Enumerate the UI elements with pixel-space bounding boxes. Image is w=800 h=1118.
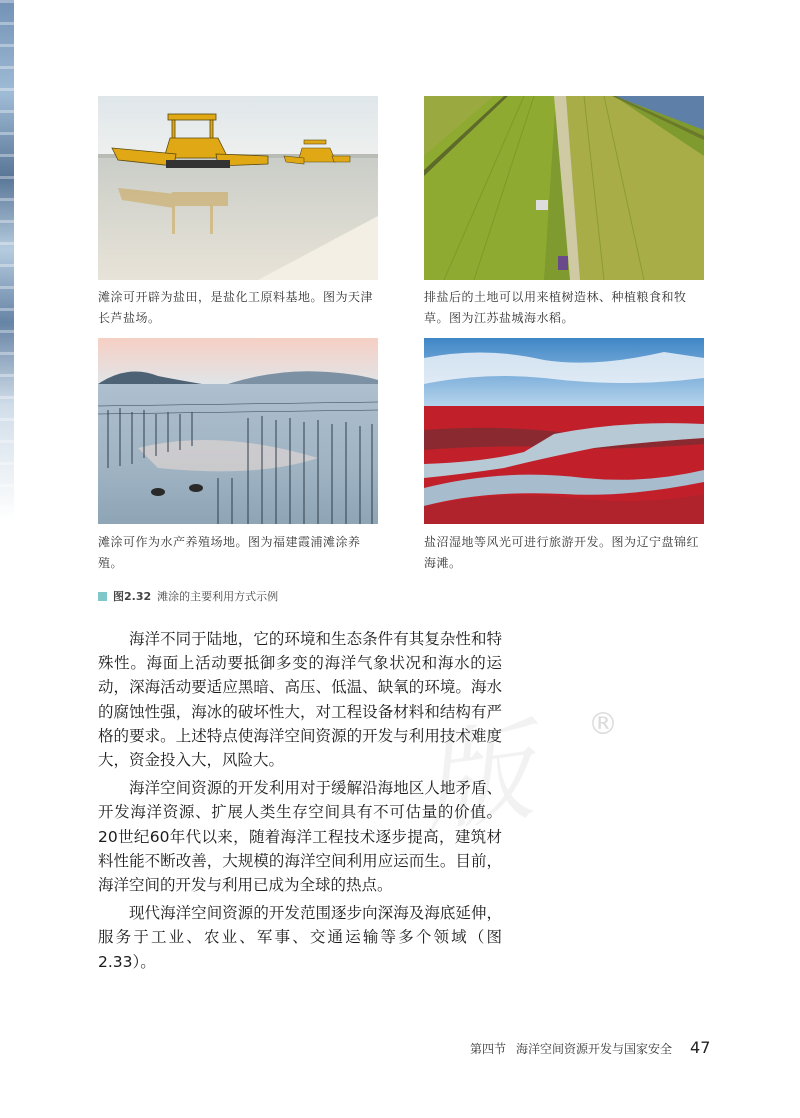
paragraph: 海洋空间资源的开发利用对于缓解沿海地区人地矛盾、开发海洋资源、扩展人类生存空间具有不可估量的价值。20世纪60年代以来，随着海洋工程技术逐步提高，建筑材料性能不断改善，大规模的海洋空间利用应运而生。目前，海洋空间的开发与利用已成为全球的热点。 bbox=[98, 779, 502, 895]
body-text bbox=[98, 627, 502, 974]
photo-caption: 滩涂可作为水产养殖场地。图为福建霞浦滩涂养殖。 bbox=[98, 535, 361, 570]
figure-marker-icon bbox=[98, 592, 107, 601]
photo-red-beach bbox=[424, 338, 704, 524]
photo-caption: 盐沼湿地等风光可进行旅游开发。图为辽宁盘锦红海滩。 bbox=[424, 535, 700, 570]
photo-caption: 排盐后的土地可以用来植树造林、种植粮食和牧草。图为江苏盐城海水稻。 bbox=[424, 290, 687, 325]
registered-mark-icon: ® bbox=[588, 707, 618, 742]
paragraph: 海洋不同于陆地，它的环境和生态条件有其复杂性和特殊性。海面上活动要抵御多变的海洋气象状况和海水的运动，深海活动要适应黑暗、高压、低温、缺氧的环境。海水的腐蚀性强，海冰的破坏性大，对工程设备材料和结构有严格的要求。上述特点使海洋空间资源的开发与利用技术难度大，资金投入大，风险大。 bbox=[98, 630, 502, 770]
footer-section: 第四节 bbox=[470, 1042, 507, 1056]
page-number: 47 bbox=[690, 1038, 711, 1057]
watermark-logo: 版 bbox=[412, 706, 540, 849]
paragraph: 现代海洋空间资源的开发范围逐步向深海及海底延伸，服务于工业、农业、军事、交通运输等多个领域（图2.33）。 bbox=[98, 904, 502, 971]
footer-title: 海洋空间资源开发与国家安全 bbox=[516, 1042, 673, 1056]
figure-label bbox=[98, 588, 278, 604]
figure-number: 图2.32 bbox=[113, 590, 152, 603]
photo-rice-field bbox=[424, 96, 704, 280]
page-edge-stripe bbox=[0, 0, 14, 520]
photo-aquaculture bbox=[98, 338, 378, 524]
photo-salt-field bbox=[98, 96, 378, 280]
photo-caption: 滩涂可开辟为盐田，是盐化工原料基地。图为天津长芦盐场。 bbox=[98, 290, 374, 325]
page-footer bbox=[470, 1038, 710, 1057]
figure-title: 滩涂的主要利用方式示例 bbox=[157, 590, 279, 603]
